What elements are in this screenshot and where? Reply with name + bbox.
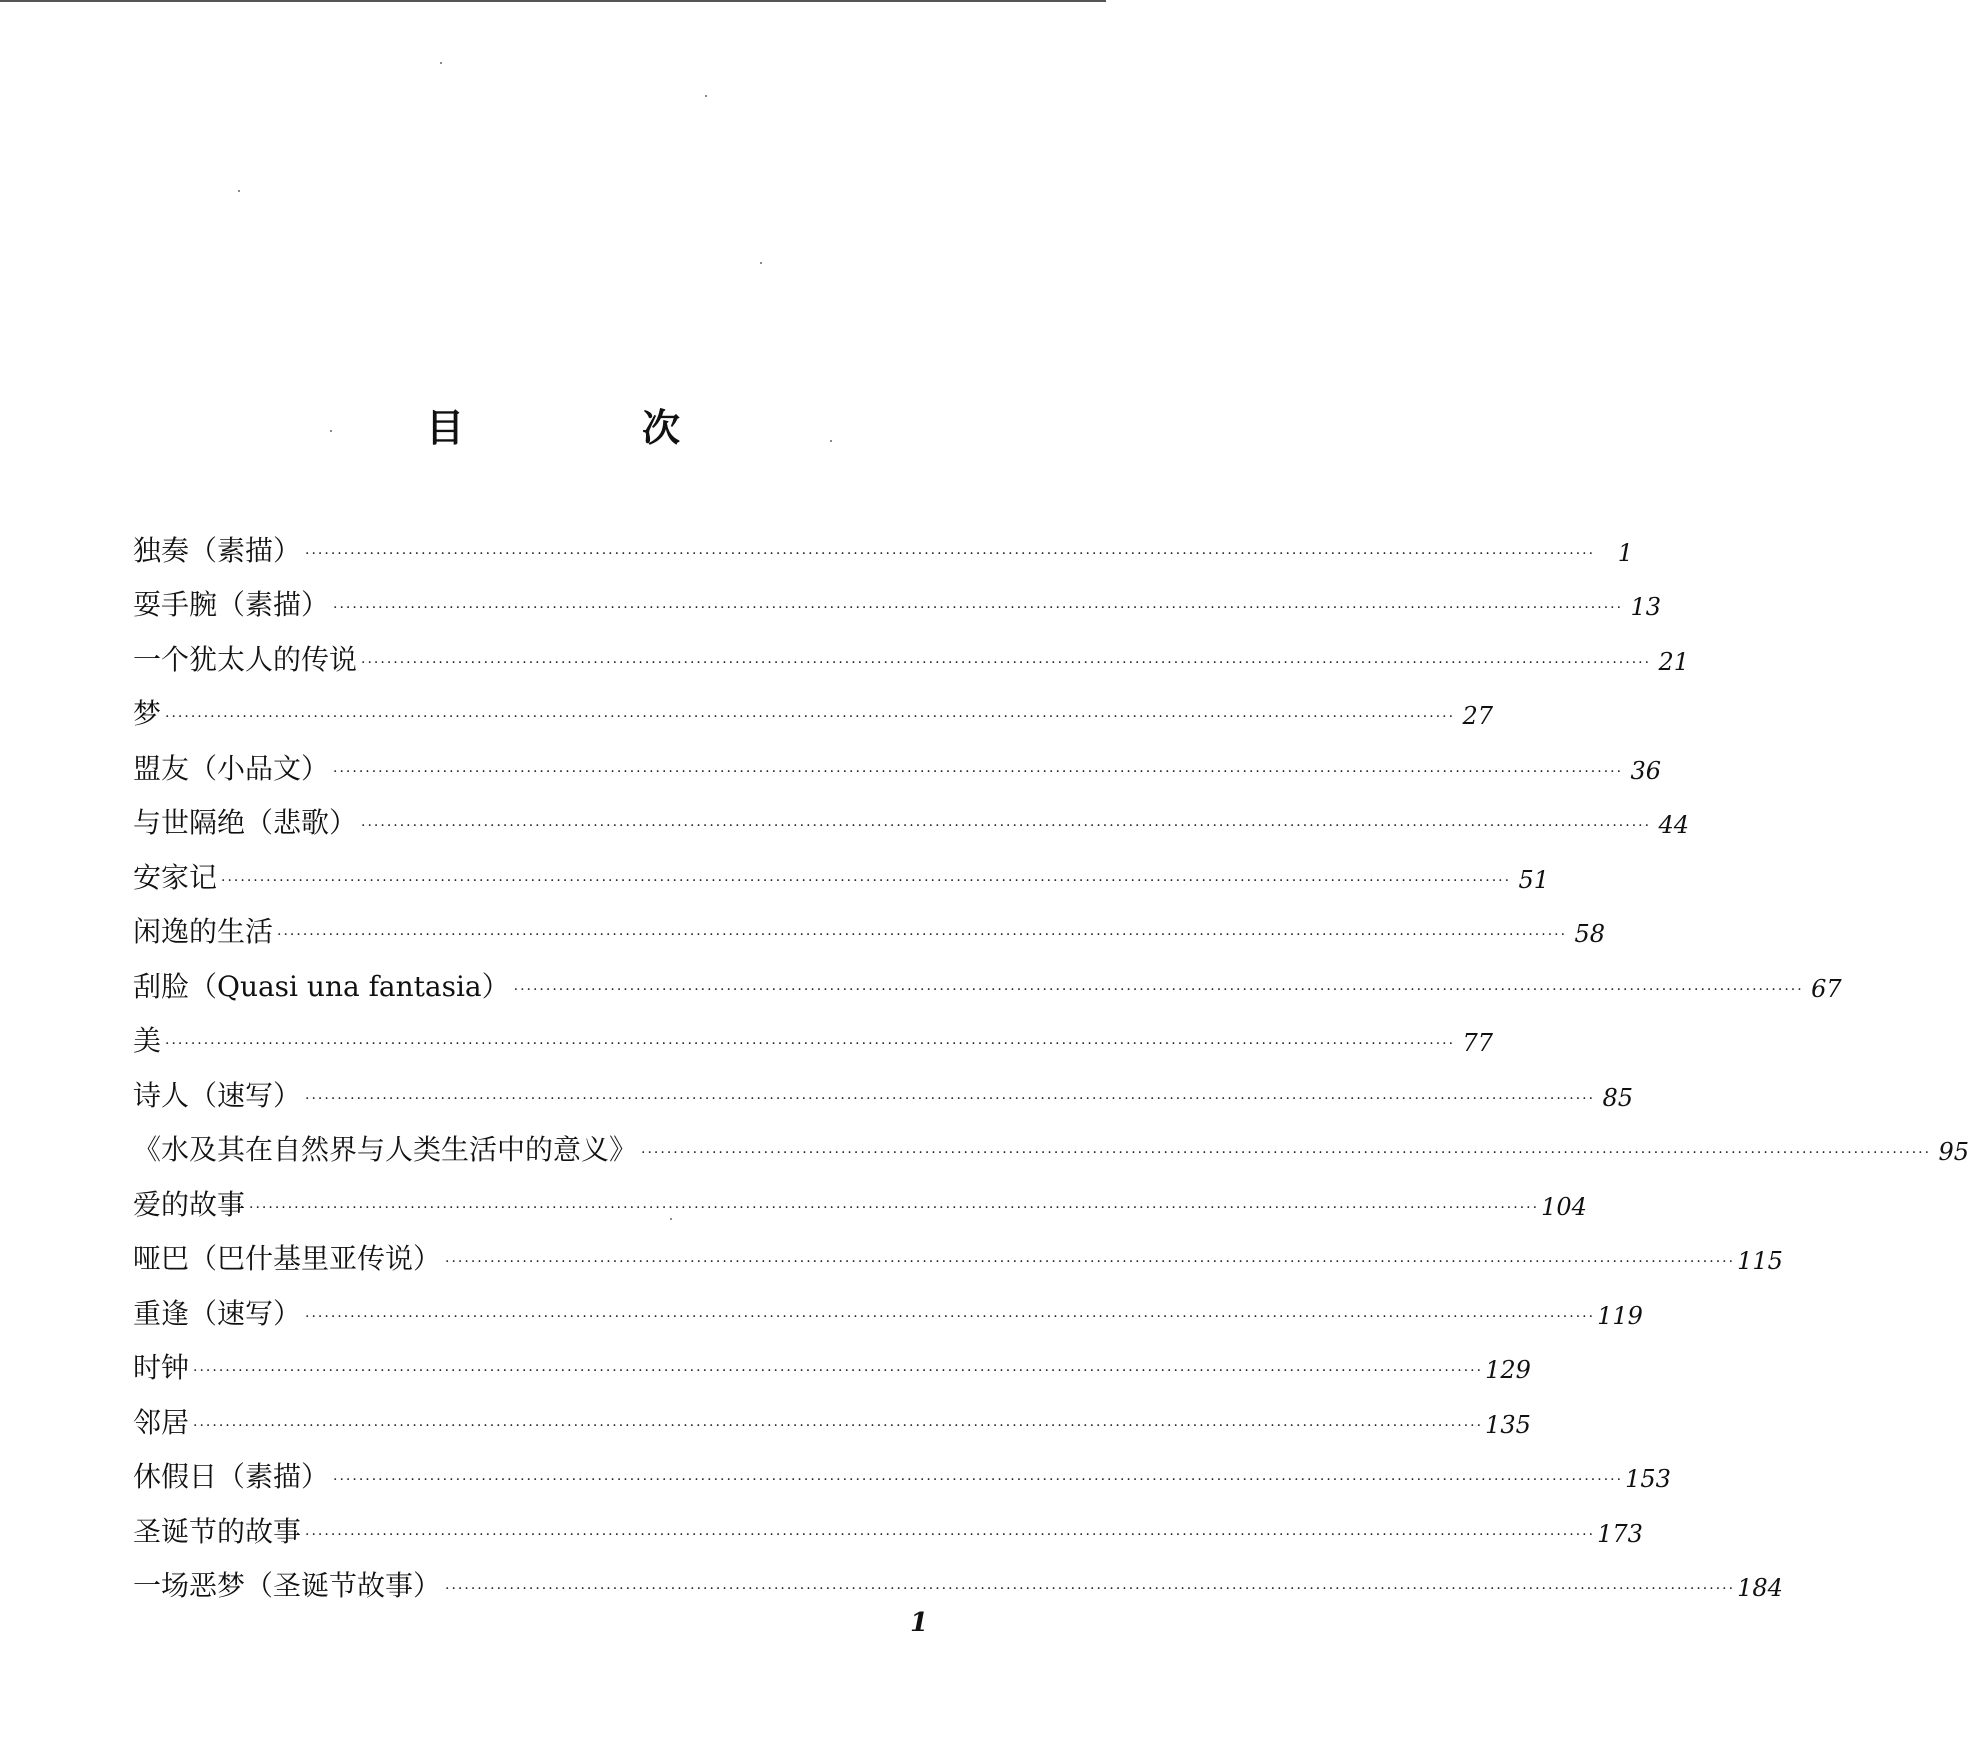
top-rule [0,0,1106,2]
toc-entry [133,1164,1587,1221]
toc-entry-title: 哑巴（巴什基里亚传说） [133,1242,442,1275]
toc-entry [133,619,1690,676]
toc-entry-title: 独奏（素描） [133,533,302,567]
toc-entry-title: 闲逸的生活 [133,915,274,948]
toc-page-number: 184 [1737,1574,1783,1602]
toc-entry [133,1219,1783,1275]
toc-leader-dots: ········································································································································································································ [333,763,1624,780]
toc-leader-dots: ········································································································································································································ [193,1363,1484,1379]
toc-entry [133,1491,1643,1548]
toc-page-number: 13 [1630,593,1662,621]
toc-leader-dots: ········································································································································································································ [305,1090,1596,1107]
toc-leader-dots: ········································································································································································································ [165,709,1456,725]
scan-speck [705,95,707,97]
toc-page-number: 173 [1597,1519,1643,1548]
toc-leader-dots: ········································································································································································································ [165,1036,1456,1052]
toc-entry [133,783,1690,839]
toc-entry-title: 一场恶梦（圣诞节故事） [133,1569,442,1602]
toc-entry [133,892,1606,948]
scan-speck [440,62,442,64]
toc-page-number: 58 [1574,920,1606,948]
toc-entry-title: 诗人（速写） [133,1078,302,1112]
toc-entry-title: 与世隔绝（悲歌） [133,806,358,839]
toc-entry-title: 盟友（小品文） [133,751,330,785]
toc-entry [133,728,1662,785]
toc-leader-dots: ········································································································································································································ [277,927,1568,943]
toc-leader-dots: ········································································································································································································ [445,1581,1736,1597]
toc-page-number: 135 [1485,1410,1531,1439]
toc-entry-title: 邻居 [133,1405,190,1439]
toc-page-number: 77 [1462,1029,1494,1057]
toc-entry-title: 耍手腕（素描） [133,588,330,621]
toc-leader-dots: ········································································································································································································ [445,1254,1736,1270]
toc-leader-dots: ········································································································································································································ [305,1308,1596,1325]
toc-entry [133,674,1494,730]
toc-entry-title: 《水及其在自然界与人类生活中的意义》 [133,1133,638,1166]
toc-entry-title: 美 [133,1024,162,1057]
toc-entry [133,1055,1634,1112]
toc-page-number: 153 [1625,1465,1671,1493]
toc-page-number: 51 [1518,865,1550,894]
toc-entry [133,1546,1783,1602]
toc-leader-dots: ········································································································································································································ [305,1526,1596,1543]
toc-leader-dots: ········································································································································································································ [361,654,1652,671]
scan-speck [760,262,762,264]
toc-leader-dots: ········································································································································································································ [193,1417,1484,1434]
toc-page-number: 44 [1658,811,1690,839]
toc-entry [133,565,1662,621]
toc-entry-title: 刮脸（Quasi una fantasia） [133,969,510,1003]
toc-page-number: 119 [1597,1301,1643,1330]
toc-entry [133,1328,1531,1384]
toc-leader-dots: ········································································································································································································ [221,872,1512,889]
toc-entry-title: 重逢（速写） [133,1296,302,1330]
toc-entry [133,837,1550,894]
toc-entry [133,1110,1969,1166]
table-of-contents [133,510,1969,1602]
toc-entry [133,1437,1671,1493]
toc-entry-title: 一个犹太人的传说 [133,642,358,676]
toc-entry-title: 梦 [133,697,162,730]
toc-page-number: 85 [1602,1083,1634,1112]
scan-speck [238,190,240,192]
toc-entry-title: 时钟 [133,1351,190,1384]
toc-entry [133,1001,1494,1057]
toc-page-number: 27 [1462,702,1494,730]
toc-entry [133,1273,1643,1330]
toc-entry [133,1382,1531,1439]
toc-page-number: 21 [1658,647,1690,676]
toc-page-number: 115 [1737,1247,1783,1275]
toc-entry [133,510,1634,567]
toc-entry [133,946,1842,1003]
toc-leader-dots: ········································································································································································································ [361,818,1652,834]
toc-entry-title: 圣诞节的故事 [133,1514,302,1548]
toc-page-number: 36 [1630,756,1662,785]
toc-leader-dots: ········································································································································································································ [333,600,1624,616]
toc-page-number: 95 [1938,1138,1969,1166]
toc-leader-dots: ········································································································································································································ [305,545,1596,562]
toc-leader-dots: ········································································································································································································ [641,1145,1932,1161]
toc-entry-title: 休假日（素描） [133,1460,330,1493]
toc-leader-dots: ········································································································································································································ [513,981,1804,998]
toc-leader-dots: ········································································································································································································ [249,1199,1540,1216]
toc-entry-title: 爱的故事 [133,1187,246,1221]
toc-leader-dots: ········································································································································································································ [333,1472,1624,1488]
toc-page-number: 67 [1811,974,1842,1003]
toc-entry-title: 安家记 [133,860,218,894]
toc-page-number: 129 [1485,1356,1531,1384]
toc-page-number: 1 [1617,538,1634,567]
page-title: 目 次 [425,406,750,451]
page-folio: 1 [910,1608,929,1638]
toc-page-number: 104 [1541,1192,1587,1221]
